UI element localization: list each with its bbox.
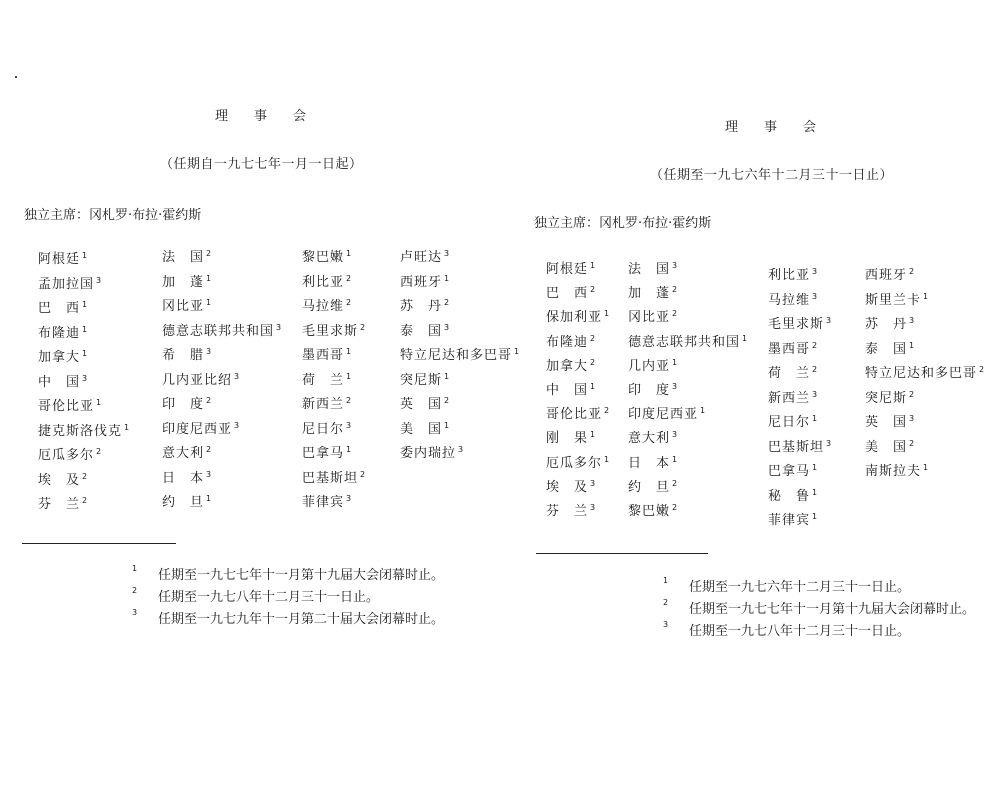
footnote-text: 任期至一九七七年十一月第十九届大会闭幕时止。 bbox=[158, 568, 445, 583]
term-note-mark: 2 bbox=[444, 298, 451, 307]
country-name: 马拉维 bbox=[768, 292, 811, 308]
term-heading: （任期自一九七七年一月一日起） bbox=[160, 157, 363, 172]
term-note-mark: 3 bbox=[812, 291, 819, 301]
term-note-mark: 1 bbox=[909, 340, 916, 350]
term-note-mark: 2 bbox=[206, 396, 213, 405]
country-name: 斯里兰卡 bbox=[865, 292, 922, 308]
term-note-mark: 3 bbox=[234, 371, 241, 381]
country-name: 冈比亚 bbox=[628, 310, 671, 326]
member-country bbox=[38, 493, 130, 518]
term-note-mark: 3 bbox=[346, 494, 353, 503]
country-name: 利比亚 bbox=[302, 274, 345, 290]
term-note-mark: 1 bbox=[444, 420, 451, 430]
country-name: 利比亚 bbox=[768, 268, 811, 283]
country-name: 哥伦比亚 bbox=[38, 399, 95, 414]
country-name: 加拿大 bbox=[38, 350, 81, 365]
country-name: 德意志联邦共和国 bbox=[162, 323, 275, 339]
member-country bbox=[768, 436, 832, 461]
term-note-mark: 3 bbox=[444, 322, 451, 332]
term-note-mark: 2 bbox=[909, 389, 916, 399]
country-name: 希 腊 bbox=[162, 348, 205, 363]
term-note-mark: 1 bbox=[346, 445, 353, 454]
country-name: 西班牙 bbox=[865, 268, 908, 283]
member-column-3 bbox=[768, 264, 832, 534]
country-name: 约 旦 bbox=[628, 479, 671, 495]
chairman-line: 独立主席：冈札罗·布拉·霍约斯 bbox=[24, 208, 202, 223]
member-country bbox=[302, 344, 366, 369]
term-note-mark: 3 bbox=[206, 469, 213, 479]
term-note-mark: 3 bbox=[909, 414, 916, 423]
member-country bbox=[768, 264, 832, 289]
term-note-mark: 2 bbox=[590, 285, 597, 295]
member-country bbox=[38, 248, 130, 273]
country-name: 芬 兰 bbox=[38, 497, 81, 512]
chairman-line: 独立主席：冈札罗·布拉·霍约斯 bbox=[534, 216, 712, 231]
country-name: 法 国 bbox=[628, 262, 671, 277]
country-name: 南斯拉夫 bbox=[865, 464, 922, 479]
footnote-mark: 3 bbox=[132, 608, 138, 617]
term-note-mark: 2 bbox=[346, 273, 353, 283]
term-note-mark: 1 bbox=[82, 324, 89, 334]
term-note-mark: 2 bbox=[672, 478, 679, 488]
footnote bbox=[132, 608, 444, 630]
term-note-mark: 2 bbox=[590, 357, 597, 367]
country-name: 尼日尔 bbox=[302, 421, 345, 437]
country-name: 加拿大 bbox=[546, 358, 589, 374]
term-note-mark: 1 bbox=[700, 406, 707, 416]
member-country bbox=[546, 306, 610, 330]
member-country bbox=[302, 320, 366, 345]
member-country bbox=[38, 444, 130, 469]
country-name: 日 本 bbox=[628, 455, 671, 471]
member-country bbox=[546, 379, 610, 403]
term-note-mark: 2 bbox=[82, 471, 89, 481]
country-name: 中 国 bbox=[38, 374, 81, 390]
member-country bbox=[302, 467, 366, 492]
term-note-mark: 1 bbox=[742, 333, 749, 343]
term-note-mark: 1 bbox=[923, 463, 930, 472]
term-note-mark: 2 bbox=[96, 447, 103, 456]
country-name: 英 国 bbox=[865, 415, 908, 430]
country-name: 黎巴嫩 bbox=[302, 250, 345, 265]
term-note-mark: 3 bbox=[826, 316, 833, 325]
country-name: 特立尼达和多巴哥 bbox=[865, 366, 978, 381]
footnote bbox=[132, 564, 444, 586]
council-title: 理事会 bbox=[215, 109, 333, 124]
term-note-mark: 3 bbox=[276, 322, 283, 332]
footnotes bbox=[663, 576, 975, 642]
member-country bbox=[302, 271, 366, 296]
country-name: 巴 西 bbox=[38, 301, 81, 316]
country-name: 厄瓜多尔 bbox=[38, 448, 95, 463]
member-country bbox=[546, 282, 610, 306]
term-note-mark: 2 bbox=[672, 285, 679, 295]
country-name: 德意志联邦共和国 bbox=[628, 334, 741, 350]
term-heading: （任期至一九七六年十二月三十一日止） bbox=[650, 168, 894, 183]
footnote bbox=[663, 598, 975, 620]
footnote-mark: 3 bbox=[663, 620, 669, 629]
term-note-mark: 3 bbox=[96, 275, 103, 285]
country-name: 墨西哥 bbox=[302, 348, 345, 363]
member-country bbox=[162, 418, 282, 443]
country-name: 布隆迪 bbox=[38, 325, 81, 341]
country-name: 中 国 bbox=[546, 382, 589, 398]
member-country bbox=[162, 369, 282, 394]
member-country bbox=[768, 313, 832, 338]
footnote-text: 任期至一九七八年十二月三十一日止。 bbox=[158, 590, 380, 605]
member-country bbox=[38, 346, 130, 371]
term-note-mark: 3 bbox=[458, 445, 465, 454]
country-name: 黎巴嫩 bbox=[628, 503, 671, 519]
country-name: 阿根廷 bbox=[38, 252, 81, 267]
term-note-mark: 1 bbox=[812, 487, 819, 497]
term-note-mark: 1 bbox=[590, 381, 597, 391]
country-name: 泰 国 bbox=[865, 341, 908, 357]
country-name: 巴拿马 bbox=[768, 464, 811, 479]
country-name: 刚 果 bbox=[546, 431, 589, 447]
member-country bbox=[546, 403, 610, 427]
member-country bbox=[865, 289, 985, 314]
member-country bbox=[38, 322, 130, 347]
country-name: 哥伦比亚 bbox=[546, 407, 603, 423]
country-name: 埃 及 bbox=[38, 472, 81, 488]
term-note-mark: 1 bbox=[812, 414, 819, 423]
member-country bbox=[628, 379, 748, 403]
member-country bbox=[546, 355, 610, 379]
member-country bbox=[768, 460, 832, 485]
country-name: 新西兰 bbox=[768, 390, 811, 406]
country-name: 美 国 bbox=[865, 439, 908, 455]
member-country bbox=[162, 295, 282, 320]
term-note-mark: 3 bbox=[590, 478, 597, 488]
member-country bbox=[162, 246, 282, 271]
country-name: 尼日尔 bbox=[768, 415, 811, 430]
country-name: 印度尼西亚 bbox=[628, 407, 699, 423]
term-note-mark: 1 bbox=[346, 347, 353, 356]
term-note-mark: 3 bbox=[672, 261, 679, 270]
member-country bbox=[768, 338, 832, 363]
member-column-3 bbox=[302, 246, 366, 516]
member-country bbox=[546, 331, 610, 355]
term-note-mark: 1 bbox=[444, 273, 451, 283]
member-country bbox=[865, 387, 985, 412]
term-note-mark: 1 bbox=[672, 454, 679, 464]
term-note-mark: 2 bbox=[360, 469, 367, 479]
country-name: 巴基斯坦 bbox=[302, 470, 359, 486]
footnote-mark: 2 bbox=[132, 586, 138, 595]
term-note-mark: 2 bbox=[909, 267, 916, 276]
member-country bbox=[628, 452, 748, 476]
term-note-mark: 1 bbox=[514, 347, 521, 356]
term-note-mark: 3 bbox=[590, 502, 597, 512]
term-note-mark: 2 bbox=[346, 396, 353, 405]
term-note-mark: 1 bbox=[672, 357, 679, 367]
country-name: 卢旺达 bbox=[400, 250, 443, 265]
right-page bbox=[500, 0, 1000, 792]
member-country bbox=[628, 258, 748, 282]
member-country bbox=[628, 427, 748, 451]
term-note-mark: 1 bbox=[82, 251, 89, 260]
footnote-divider bbox=[22, 543, 176, 544]
term-note-mark: 2 bbox=[360, 322, 367, 332]
country-name: 巴基斯坦 bbox=[768, 439, 825, 455]
member-country bbox=[38, 371, 130, 396]
term-note-mark: 2 bbox=[672, 502, 679, 512]
term-note-mark: 1 bbox=[812, 463, 819, 472]
member-country bbox=[628, 476, 748, 500]
member-country bbox=[162, 271, 282, 296]
member-country bbox=[38, 297, 130, 322]
term-note-mark: 2 bbox=[590, 333, 597, 343]
term-note-mark: 1 bbox=[604, 454, 611, 464]
council-title: 理事会 bbox=[725, 120, 843, 135]
country-name: 墨西哥 bbox=[768, 341, 811, 357]
country-name: 布隆迪 bbox=[546, 334, 589, 350]
member-country bbox=[302, 369, 366, 394]
footnote bbox=[132, 586, 444, 608]
country-name: 厄瓜多尔 bbox=[546, 455, 603, 471]
country-name: 意大利 bbox=[162, 446, 205, 461]
member-country bbox=[302, 442, 366, 467]
footnote-text: 任期至一九七八年十二月三十一日止。 bbox=[689, 624, 911, 639]
term-note-mark: 1 bbox=[82, 300, 89, 309]
country-name: 毛里求斯 bbox=[768, 317, 825, 332]
member-country bbox=[302, 295, 366, 320]
member-country bbox=[38, 395, 130, 420]
footnote-text: 任期至一九七六年十二月三十一日止。 bbox=[689, 580, 911, 595]
country-name: 保加利亚 bbox=[546, 310, 603, 326]
country-name: 印度尼西亚 bbox=[162, 421, 233, 437]
member-column-2 bbox=[628, 258, 748, 524]
member-country bbox=[768, 485, 832, 510]
term-note-mark: 2 bbox=[206, 445, 213, 454]
member-country bbox=[628, 282, 748, 306]
footnote-text: 任期至一九七七年十一月第十九届大会闭幕时止。 bbox=[689, 602, 976, 617]
country-name: 荷 兰 bbox=[768, 366, 811, 381]
member-country bbox=[865, 362, 985, 387]
term-note-mark: 1 bbox=[604, 309, 611, 319]
term-note-mark: 1 bbox=[346, 371, 353, 381]
term-note-mark: 2 bbox=[444, 396, 451, 405]
term-note-mark: 1 bbox=[590, 261, 597, 270]
member-column-4 bbox=[865, 264, 985, 485]
country-name: 泰 国 bbox=[400, 323, 443, 339]
country-name: 冈比亚 bbox=[162, 299, 205, 314]
country-name: 菲律宾 bbox=[768, 513, 811, 528]
term-note-mark: 1 bbox=[590, 430, 597, 440]
country-name: 巴拿马 bbox=[302, 446, 345, 461]
footnote bbox=[663, 620, 975, 642]
member-country bbox=[628, 403, 748, 427]
term-note-mark: 3 bbox=[444, 249, 451, 258]
member-country bbox=[38, 420, 130, 445]
footnote-text: 任期至一九七九年十一月第二十届大会闭幕时止。 bbox=[158, 612, 445, 627]
footnotes bbox=[132, 564, 444, 630]
country-name: 加 蓬 bbox=[162, 274, 205, 290]
term-note-mark: 2 bbox=[604, 406, 611, 416]
member-column-1 bbox=[546, 258, 610, 524]
member-country bbox=[546, 258, 610, 282]
country-name: 菲律宾 bbox=[302, 495, 345, 510]
member-country bbox=[162, 320, 282, 345]
term-note-mark: 1 bbox=[206, 494, 213, 503]
member-country bbox=[546, 452, 610, 476]
country-name: 马拉维 bbox=[302, 299, 345, 314]
term-note-mark: 3 bbox=[82, 373, 89, 383]
member-country bbox=[628, 331, 748, 355]
footnote bbox=[663, 576, 975, 598]
term-note-mark: 3 bbox=[206, 347, 213, 356]
term-note-mark: 2 bbox=[346, 298, 353, 307]
term-note-mark: 3 bbox=[812, 267, 819, 276]
term-note-mark: 1 bbox=[206, 273, 213, 283]
footnote-mark: 1 bbox=[132, 564, 138, 573]
member-country bbox=[628, 355, 748, 379]
country-name: 特立尼达和多巴哥 bbox=[400, 348, 513, 363]
member-country bbox=[865, 411, 985, 436]
term-note-mark: 1 bbox=[812, 512, 819, 521]
term-note-mark: 3 bbox=[826, 438, 833, 448]
term-note-mark: 3 bbox=[672, 381, 679, 391]
country-name: 芬 兰 bbox=[546, 503, 589, 519]
country-name: 苏 丹 bbox=[865, 317, 908, 332]
term-note-mark: 2 bbox=[812, 365, 819, 374]
member-country bbox=[628, 500, 748, 524]
country-name: 委内瑞拉 bbox=[400, 446, 457, 461]
term-note-mark: 2 bbox=[909, 438, 916, 448]
country-name: 几内亚比绍 bbox=[162, 372, 233, 388]
term-note-mark: 2 bbox=[812, 340, 819, 350]
member-country bbox=[302, 418, 366, 443]
country-name: 美 国 bbox=[400, 421, 443, 437]
term-note-mark: 3 bbox=[909, 316, 916, 325]
country-name: 新西兰 bbox=[302, 397, 345, 412]
member-country bbox=[162, 393, 282, 418]
country-name: 埃 及 bbox=[546, 479, 589, 495]
country-name: 加 蓬 bbox=[628, 286, 671, 302]
term-note-mark: 3 bbox=[672, 430, 679, 440]
member-country bbox=[768, 509, 832, 534]
member-country bbox=[162, 467, 282, 492]
member-country bbox=[865, 338, 985, 363]
country-name: 法 国 bbox=[162, 250, 205, 265]
member-country bbox=[162, 442, 282, 467]
country-name: 突尼斯 bbox=[865, 390, 908, 406]
country-name: 意大利 bbox=[628, 431, 671, 447]
country-name: 印 度 bbox=[628, 382, 671, 398]
member-country bbox=[302, 491, 366, 516]
term-note-mark: 1 bbox=[82, 349, 89, 358]
member-column-2 bbox=[162, 246, 282, 516]
member-country bbox=[865, 460, 985, 485]
country-name: 约 旦 bbox=[162, 495, 205, 510]
term-note-mark: 1 bbox=[346, 249, 353, 258]
country-name: 捷克斯洛伐克 bbox=[38, 423, 123, 439]
country-name: 西班牙 bbox=[400, 274, 443, 290]
member-country bbox=[162, 344, 282, 369]
term-note-mark: 3 bbox=[346, 420, 353, 430]
member-country bbox=[865, 313, 985, 338]
member-country bbox=[302, 393, 366, 418]
footnote-mark: 1 bbox=[663, 576, 669, 585]
member-country bbox=[768, 411, 832, 436]
member-country bbox=[628, 306, 748, 330]
member-column-1 bbox=[38, 248, 130, 518]
member-country bbox=[546, 476, 610, 500]
term-note-mark: 1 bbox=[124, 422, 131, 432]
term-note-mark: 2 bbox=[82, 496, 89, 505]
term-note-mark: 1 bbox=[206, 298, 213, 307]
country-name: 苏 丹 bbox=[400, 299, 443, 314]
term-note-mark: 2 bbox=[979, 365, 986, 374]
member-country bbox=[546, 427, 610, 451]
term-note-mark: 3 bbox=[234, 420, 241, 430]
footnote-mark: 2 bbox=[663, 598, 669, 607]
term-note-mark: 1 bbox=[444, 371, 451, 381]
country-name: 日 本 bbox=[162, 470, 205, 486]
term-note-mark: 1 bbox=[923, 291, 930, 301]
term-note-mark: 3 bbox=[812, 389, 819, 399]
country-name: 孟加拉国 bbox=[38, 276, 95, 292]
country-name: 巴 西 bbox=[546, 286, 589, 302]
member-country bbox=[546, 500, 610, 524]
country-name: 印 度 bbox=[162, 397, 205, 412]
footnote-divider bbox=[536, 553, 708, 554]
term-note-mark: 1 bbox=[96, 398, 103, 407]
member-country bbox=[768, 289, 832, 314]
member-country bbox=[38, 273, 130, 298]
member-country bbox=[865, 264, 985, 289]
country-name: 阿根廷 bbox=[546, 262, 589, 277]
member-country bbox=[768, 362, 832, 387]
member-country bbox=[38, 469, 130, 494]
country-name: 英 国 bbox=[400, 397, 443, 412]
country-name: 秘 鲁 bbox=[768, 488, 811, 504]
country-name: 突尼斯 bbox=[400, 372, 443, 388]
member-country bbox=[302, 246, 366, 271]
country-name: 毛里求斯 bbox=[302, 323, 359, 339]
member-country bbox=[162, 491, 282, 516]
member-country bbox=[865, 436, 985, 461]
country-name: 几内亚 bbox=[628, 358, 671, 374]
country-name: 荷 兰 bbox=[302, 372, 345, 388]
term-note-mark: 2 bbox=[206, 249, 213, 258]
member-country bbox=[768, 387, 832, 412]
term-note-mark: 2 bbox=[672, 309, 679, 319]
